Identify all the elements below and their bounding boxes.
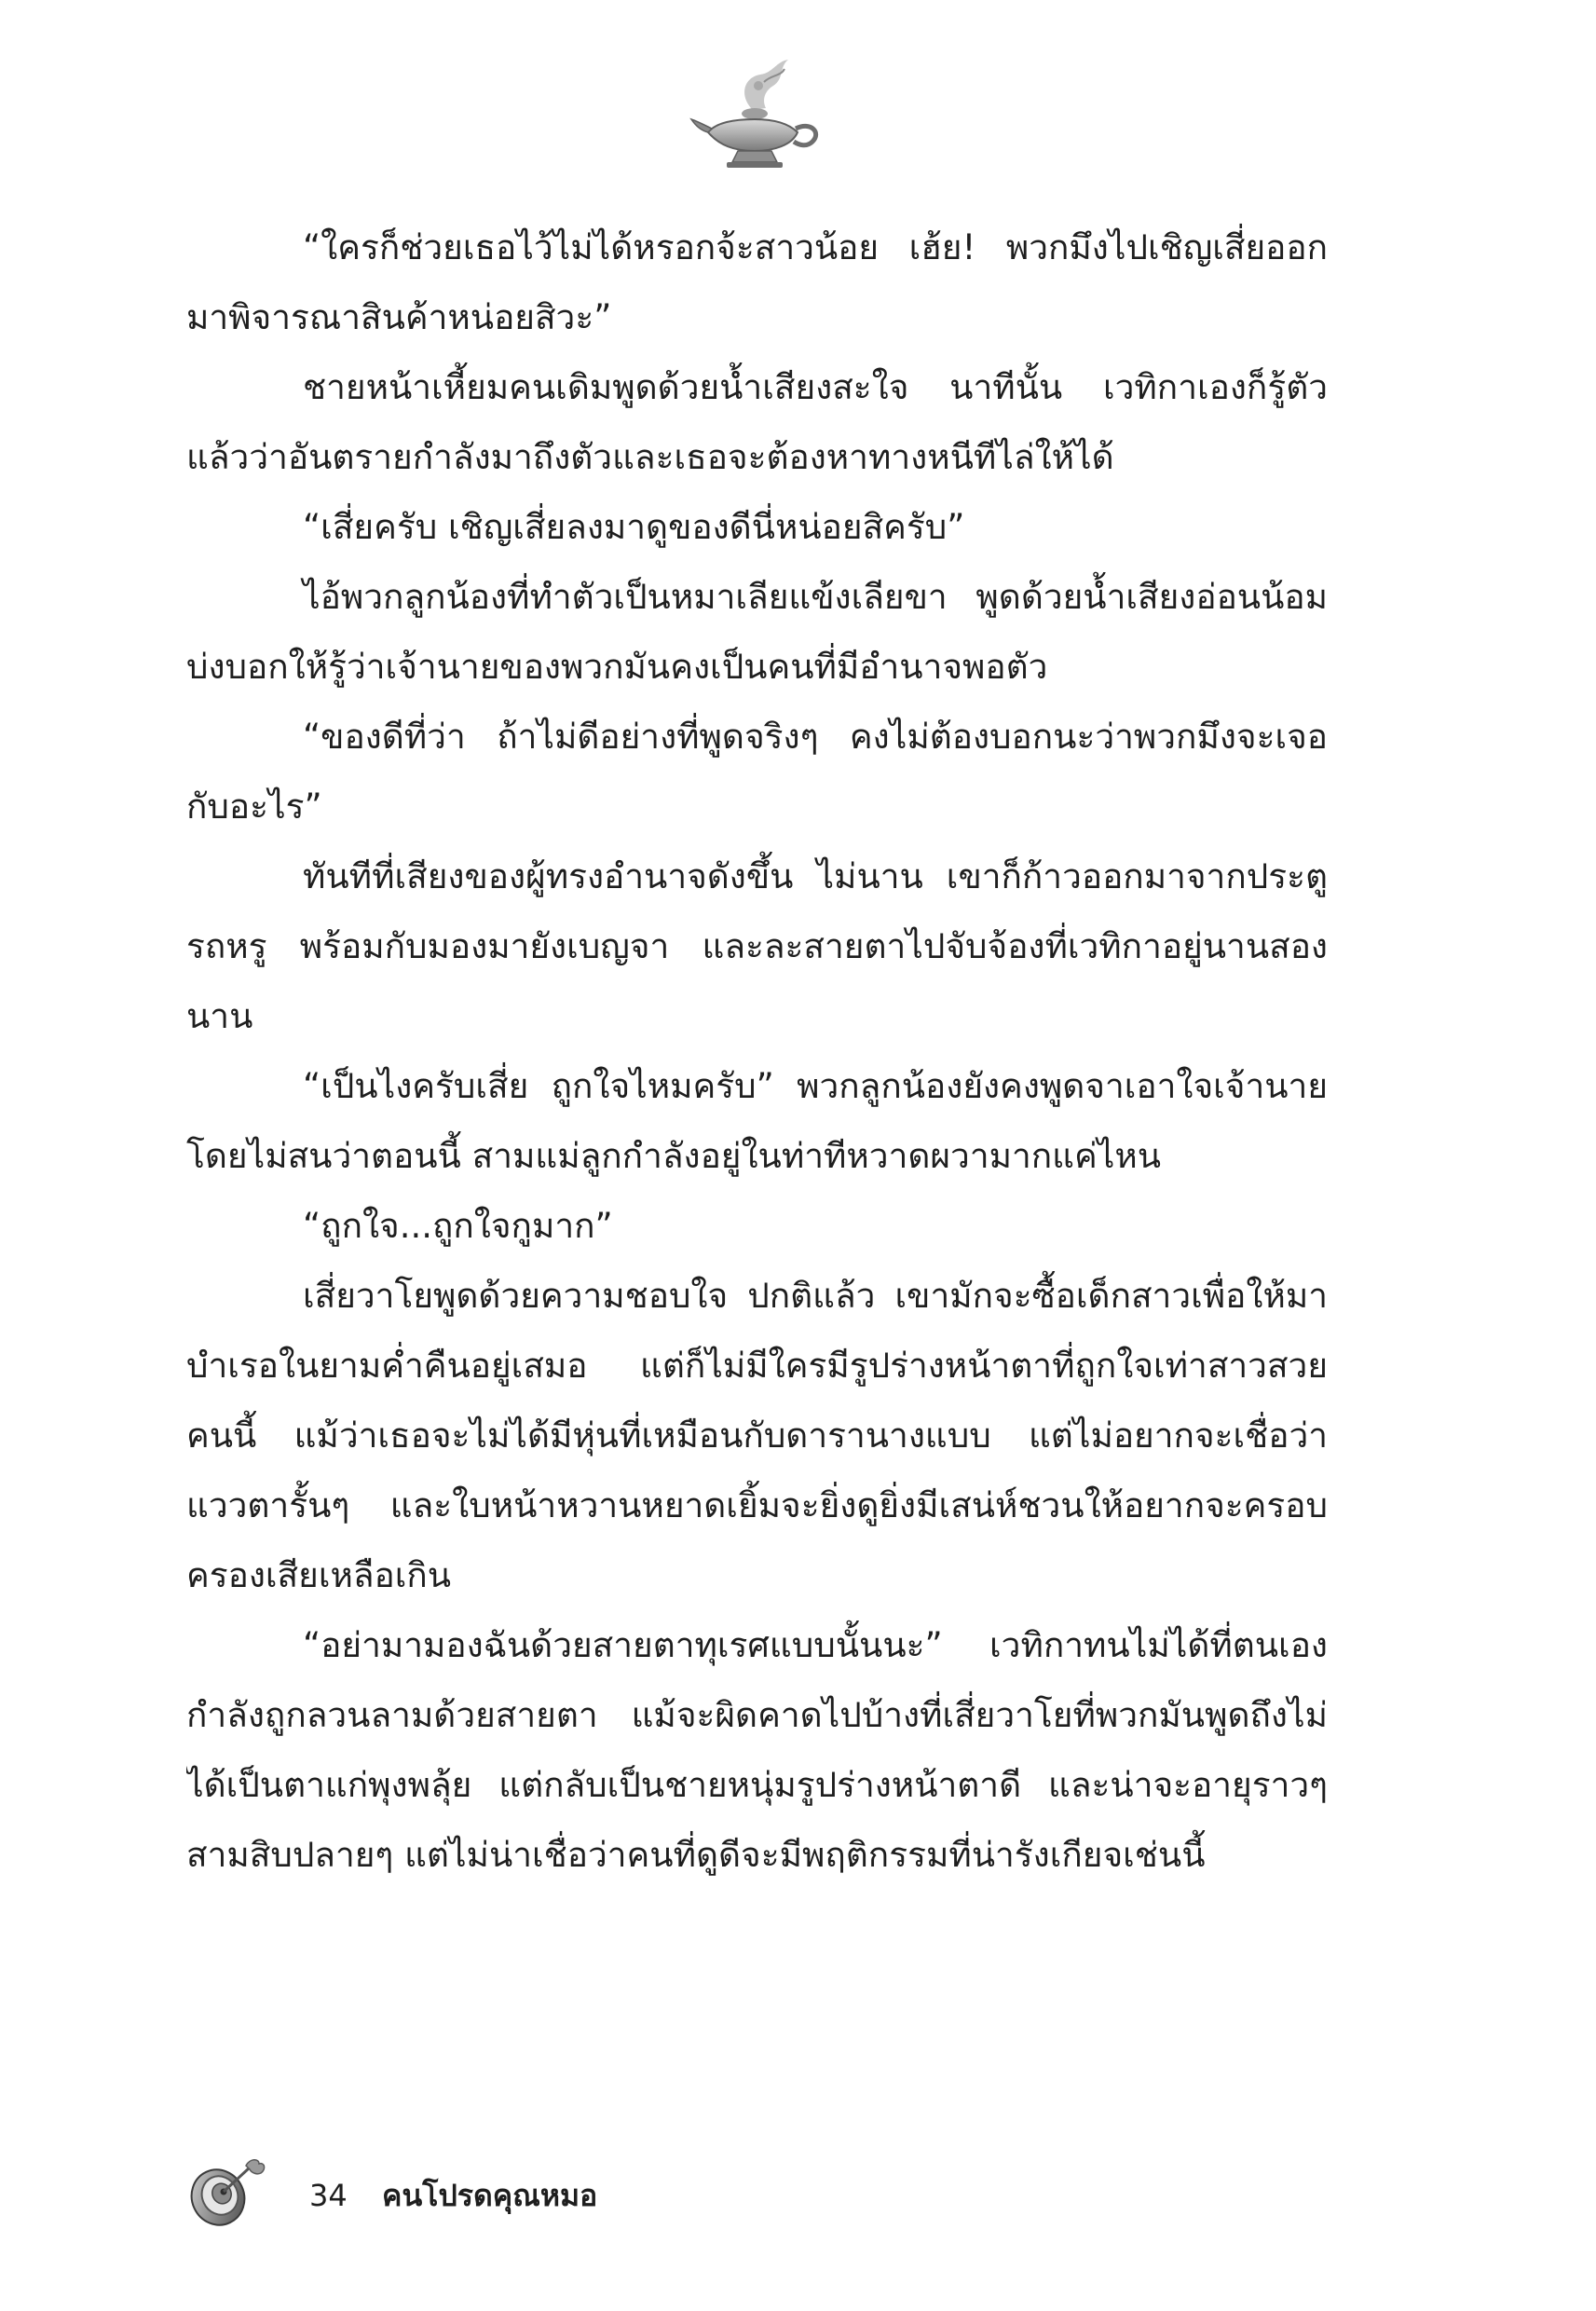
paragraph: “ของดีที่ว่า ถ้าไม่ดีอย่างที่พูดจริงๆ คงไม่ต้องบอกนะว่าพวกมึงจะเจอกับอะไร” xyxy=(186,717,1328,827)
paragraph: “เป็นไงครับเสี่ย ถูกใจไหมครับ” พวกลูกน้องยังคงพูดจาเอาใจเจ้านาย โดยไม่สนว่าตอนนี้ สามแม่ลูกกำลังอยู่ในท่าทีหวาดผวามากแค่ไหน xyxy=(186,1066,1328,1176)
paragraph: ชายหน้าเหี้ยมคนเดิมพูดด้วยน้ำเสียงสะใจ นาทีนั้น เวทิกาเองก็รู้ตัวแล้วว่าอันตรายกำลังมาถึงตัวและเธอจะต้องหาทางหนีทีไล่ให้ได้ xyxy=(186,367,1328,477)
paragraph: เสี่ยวาโยพูดด้วยความชอบใจ ปกติแล้ว เขามักจะซื้อเด็กสาวเพื่อให้มาบำเรอในยามค่ำคืนอยู่เสมอ แต่ก็ไม่มีใครมีรูปร่างหน้าตาที่ถูกใจเท่าสาวสวยคนนี้ แม้ว่าเธอจะไม่ได้มีหุ่นที่เหมือนกับดารานางแบบ แต่ไม่อยากจะเชื่อว่าแววตารั้นๆ และใบหน้าหวานหยาดเยิ้มจะยิ่งดูยิ่งมีเสน่ห์ชวนให้อยากจะครอบครองเสียเหลือเกิน xyxy=(186,1276,1328,1595)
body-text xyxy=(186,212,1328,2151)
page-number: 34 xyxy=(309,2178,348,2213)
genie-lamp-icon xyxy=(688,54,827,175)
paragraph: ทันทีที่เสียงของผู้ทรงอำนาจดังขึ้น ไม่นาน เขาก็ก้าวออกมาจากประตูรถหรู พร้อมกับมองมายังเบญจา และละสายตาไปจับจ้องที่เวทิกาอยู่นานสองนาน xyxy=(186,856,1328,1036)
paragraph: ไอ้พวกลูกน้องที่ทำตัวเป็นหมาเลียแข้งเลียขา พูดด้วยน้ำเสียงอ่อนน้อม บ่งบอกให้รู้ว่าเจ้านายของพวกมันคงเป็นคนที่มีอำนาจพอตัว xyxy=(186,577,1328,687)
dartboard-icon xyxy=(186,2154,270,2229)
paragraph: “อย่ามามองฉันด้วยสายตาทุเรศแบบนั้นนะ” เวทิกาทนไม่ได้ที่ตนเองกำลังถูกลวนลามด้วยสายตา แม้จะผิดคาดไปบ้างที่เสี่ยวาโยที่พวกมันพูดถึงไม่ได้เป็นตาแก่พุงพลุ้ย แต่กลับเป็นชายหนุ่มรูปร่างหน้าตาดี และน่าจะอายุราวๆ สามสิบปลายๆ แต่ไม่น่าเชื่อว่าคนที่ดูดีจะมีพฤติกรรมที่น่ารังเกียจเช่นนี้ xyxy=(186,1625,1328,1875)
page-footer xyxy=(186,2154,839,2229)
paragraph: “เสี่ยครับ เชิญเสี่ยลงมาดูของดีนี่หน่อยสิครับ” xyxy=(303,507,965,547)
paragraph: “ถูกใจ...ถูกใจกูมาก” xyxy=(303,1206,613,1246)
paragraph: “ใครก็ช่วยเธอไว้ไม่ได้หรอกจ้ะสาวน้อย เฮ้ย! พวกมึงไปเชิญเสี่ยออกมาพิจารณาสินค้าหน่อยสิวะ” xyxy=(186,227,1328,337)
book-title: คนโปรดคุณหมอ xyxy=(382,2178,598,2213)
